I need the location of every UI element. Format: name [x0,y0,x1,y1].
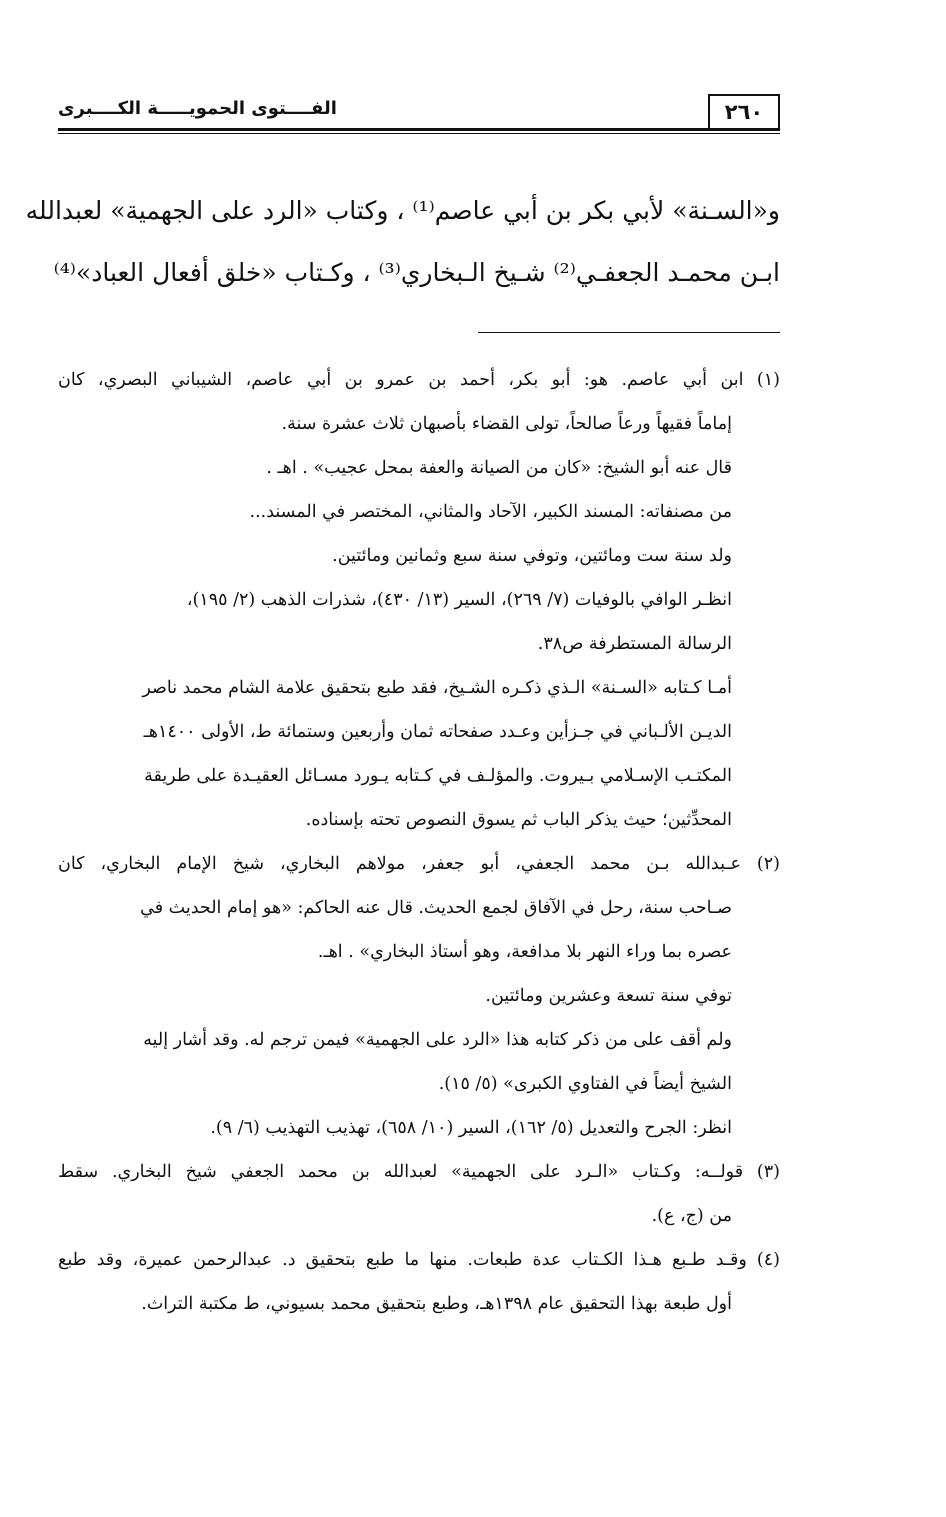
footnote-line: المحدِّثين؛ حيث يذكر الباب ثم يسوق النصوص تحته بإسناده. [305,810,732,830]
footnote-line: (١) ابن أبي عاصم. هو: أبو بكر، أحمد بن عمرو بن أبي عاصم، الشيباني البصري، كان [58,370,780,390]
footnote-separator [478,332,780,333]
header-rule [58,128,780,131]
main-text-line: و«السـنة» لأبي بكر بن أبي عاصم⁽¹⁾ ، وكتاب «الرد على الجهمية» لعبدالله [25,196,780,225]
footnote-line: عصره بما وراء النهر بلا مدافعة، وهو أستاذ البخاري» . اهـ. [317,942,732,962]
footnote-line: انظـر الوافي بالوفيات (٧/ ٢٦٩)، السير (١٣/ ٤٣٠)، شذرات الذهب (٢/ ١٩٥)، [186,590,732,610]
page-number: ٢٦٠ [708,94,780,130]
footnote-line: ولم أقف على من ذكر كتابه هذا «الرد على الجهمية» فيمن ترجم له. وقد أشار إليه [143,1030,732,1050]
main-text [25,180,780,304]
main-text-line: ابـن محمـد الجعفـي⁽²⁾ شـيخ الـبخاري⁽³⁾ ، وكـتاب «خلق أفعال العباد»⁽⁴⁾ [53,258,780,287]
footnote-line: (٤) وقـد طـبع هـذا الكـتاب عدة طبعات. منها ما طبع بتحقيق د. عبدالرحمن عميرة، وقد طبع [58,1250,780,1270]
footnote-line: (٣) قولــه: وكـتاب «الـرد على الجهمية» لعبدالله بن محمد الجعفي شيخ البخاري. سقط [58,1162,780,1182]
footnote-line: من (ج، ع). [651,1206,732,1226]
footnote-line: ولد سنة ست ومائتين، وتوفي سنة سبع وثمانين ومائتين. [332,546,732,566]
footnote-line: (٢) عـبدالله بـن محمد الجعفي، أبو جعفر، مولاهم البخاري، شيخ الإمام البخاري، كان [58,854,780,874]
footnotes [58,358,780,1326]
footnote-line: قال عنه أبو الشيخ: «كان من الصيانة والعفة بمحل عجيب» . اهـ . [266,458,732,478]
footnote-line: أول طبعة بهذا التحقيق عام ١٣٩٨هـ، وطبع بتحقيق محمد بسيوني، ط مكتبة التراث. [141,1294,732,1314]
footnote-line: الشيخ أيضاً في الفتاوي الكبرى» (٥/ ١٥). [438,1074,732,1094]
footnote-line: الديـن الألـباني في جـزأين وعـدد صفحاته ثمان وأربعين وستمائة ط، الأولى ١٤٠٠هـ [143,722,732,742]
footnote-line: المكتـب الإسـلامي بـيروت. والمؤلـف في كـتابه يـورد مسـائل العقيـدة على طريقة [144,766,732,786]
footnote-line: الرسالة المستطرفة ص٣٨. [537,634,732,654]
footnote-line: توفي سنة تسعة وعشرين ومائتين. [485,986,732,1006]
running-title: الفــــتوى الحمويـــــة الكــــبرى [58,98,337,119]
header-rule-thin [58,133,780,134]
footnote-line: انظر: الجرح والتعديل (٥/ ١٦٢)، السير (١٠/ ٦٥٨)، تهذيب التهذيب (٦/ ٩). [210,1118,732,1138]
footnote-line: إماماً فقيهاً ورعاً صالحاً، تولى القضاء بأصبهان ثلاث عشرة سنة. [281,414,732,434]
footnote-line: أمـا كـتابه «السـنة» الـذي ذكـره الشـيخ، فقد طبع بتحقيق علامة الشام محمد ناصر [142,678,732,698]
page-header [58,88,780,138]
footnote-line: من مصنفاته: المسند الكبير، الآحاد والمثاني، المختصر في المسند... [249,502,732,522]
footnote-line: صـاحب سنة، رحل في الآفاق لجمع الحديث. قال عنه الحاكم: «هو إمام الحديث في [140,898,732,918]
